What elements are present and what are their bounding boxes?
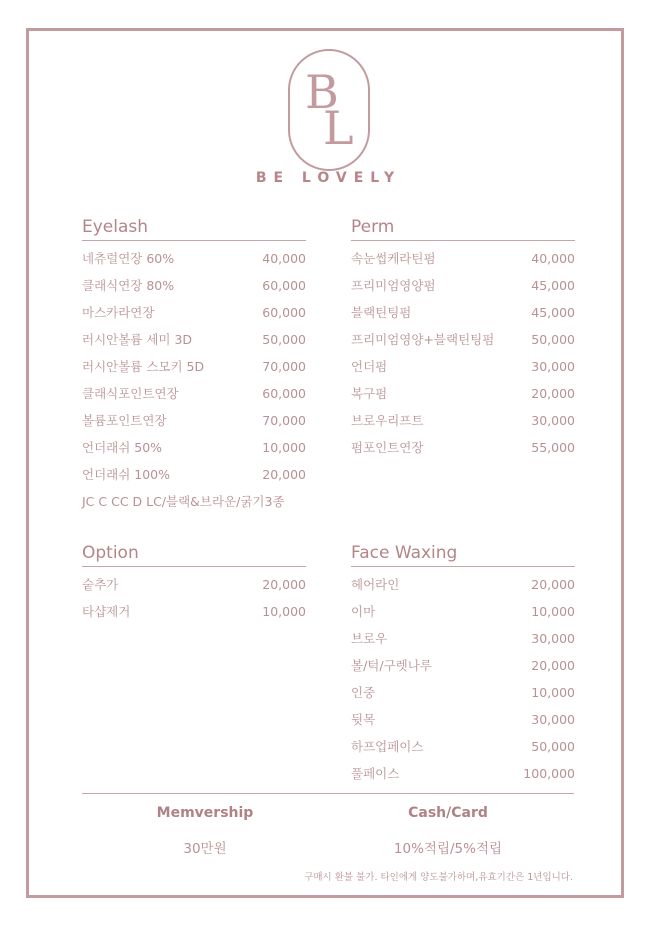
eyelash-options-note — [82, 488, 306, 515]
payment-label: Cash/Card — [408, 805, 488, 821]
footer-divider — [82, 793, 574, 794]
section-title-face-waxing: Face Waxing — [351, 540, 575, 567]
perm-section — [351, 214, 575, 461]
brand-name: BE LOVELY — [255, 170, 402, 186]
menu-row — [82, 380, 306, 407]
item-name: 이마 — [351, 604, 376, 619]
menu-row — [351, 272, 575, 299]
item-price: 20,000 — [262, 467, 306, 482]
item-name: 볼륨포인트연장 — [82, 413, 167, 428]
item-price: 20,000 — [531, 658, 575, 673]
menu-row — [351, 571, 575, 598]
svg-text:B: B — [305, 65, 339, 119]
note-text: JC C CC D LC/블랙&브라운/굵기3종 — [82, 494, 285, 509]
item-price: 30,000 — [531, 413, 575, 428]
menu-row — [351, 706, 575, 733]
item-price: 10,000 — [262, 440, 306, 455]
item-price: 70,000 — [262, 359, 306, 374]
item-name: 인중 — [351, 685, 376, 700]
item-price: 30,000 — [531, 712, 575, 727]
menu-row — [351, 299, 575, 326]
menu-row — [82, 598, 306, 625]
item-name: 하프업페이스 — [351, 739, 424, 754]
payment-block — [348, 801, 548, 857]
face-waxing-section — [351, 540, 575, 787]
membership-label: Memvership — [156, 805, 254, 821]
menu-row — [351, 434, 575, 461]
menu-row — [351, 625, 575, 652]
membership-block — [105, 801, 305, 857]
item-price: 10,000 — [531, 604, 575, 619]
item-name: 러시안볼륨 스모키 5D — [82, 359, 205, 374]
section-title-eyelash: Eyelash — [82, 214, 306, 241]
menu-row — [82, 434, 306, 461]
item-name: 복구펌 — [351, 386, 388, 401]
item-name: 타샵제거 — [82, 604, 131, 619]
item-price: 55,000 — [531, 440, 575, 455]
item-price: 100,000 — [523, 766, 575, 781]
item-name: 언더펌 — [351, 359, 388, 374]
item-price: 50,000 — [262, 332, 306, 347]
menu-row — [351, 760, 575, 787]
item-name: 블랙틴팅펌 — [351, 305, 412, 320]
item-name: 헤어라인 — [351, 577, 400, 592]
item-name: 속눈썹케라틴펌 — [351, 251, 436, 266]
item-name: 펌포인트연장 — [351, 440, 424, 455]
item-name: 러시안볼륨 세미 3D — [82, 332, 193, 347]
membership-value: 30만원 — [183, 841, 227, 857]
menu-row — [82, 245, 306, 272]
item-name: 뒷목 — [351, 712, 376, 727]
item-name: 클래식포인트연장 — [82, 386, 179, 401]
menu-row — [351, 679, 575, 706]
menu-row — [82, 407, 306, 434]
menu-row — [82, 461, 306, 488]
section-title-perm: Perm — [351, 214, 575, 241]
item-name: 숱추가 — [82, 577, 119, 592]
svg-text:L: L — [323, 101, 354, 155]
eyelash-section — [82, 214, 306, 515]
payment-value: 10%적립/5%적립 — [393, 841, 503, 857]
item-name: 네츄럴연장 60% — [82, 251, 175, 266]
menu-row — [82, 272, 306, 299]
item-price: 45,000 — [531, 278, 575, 293]
item-name: 마스카라연장 — [82, 305, 155, 320]
menu-row — [351, 380, 575, 407]
item-price: 50,000 — [531, 739, 575, 754]
menu-row — [351, 407, 575, 434]
item-price: 60,000 — [262, 278, 306, 293]
item-price: 20,000 — [531, 577, 575, 592]
item-name: 언더래쉬 50% — [82, 440, 163, 455]
item-price: 70,000 — [262, 413, 306, 428]
item-price: 10,000 — [262, 604, 306, 619]
item-name: 볼/턱/구렛나루 — [351, 658, 432, 673]
item-name: 클래식연장 80% — [82, 278, 175, 293]
item-price: 45,000 — [531, 305, 575, 320]
item-price: 50,000 — [531, 332, 575, 347]
item-name: 프리미엄영양펌 — [351, 278, 436, 293]
item-price: 60,000 — [262, 386, 306, 401]
menu-row — [82, 326, 306, 353]
item-price: 20,000 — [262, 577, 306, 592]
menu-row — [351, 245, 575, 272]
item-name: 언더래쉬 100% — [82, 467, 171, 482]
item-price: 40,000 — [531, 251, 575, 266]
menu-row — [82, 571, 306, 598]
menu-row — [351, 652, 575, 679]
refund-notice: 구매시 환불 불가. 타인에게 양도불가하며,유효기간은 1년입니다. — [304, 872, 573, 883]
item-name: 브로우리프트 — [351, 413, 424, 428]
item-price: 10,000 — [531, 685, 575, 700]
item-price: 60,000 — [262, 305, 306, 320]
item-name: 브로우 — [351, 631, 388, 646]
item-price: 40,000 — [262, 251, 306, 266]
menu-row — [82, 353, 306, 380]
item-price: 20,000 — [531, 386, 575, 401]
menu-row — [351, 733, 575, 760]
item-name: 풀페이스 — [351, 766, 400, 781]
section-title-option: Option — [82, 540, 306, 567]
item-price: 30,000 — [531, 631, 575, 646]
menu-row — [82, 299, 306, 326]
item-name: 프리미엄영양+블랙틴팅펌 — [351, 332, 495, 347]
menu-row — [351, 598, 575, 625]
menu-row — [351, 326, 575, 353]
be-lovely-monogram-logo — [287, 48, 371, 172]
option-section — [82, 540, 306, 625]
menu-row — [351, 353, 575, 380]
item-price: 30,000 — [531, 359, 575, 374]
